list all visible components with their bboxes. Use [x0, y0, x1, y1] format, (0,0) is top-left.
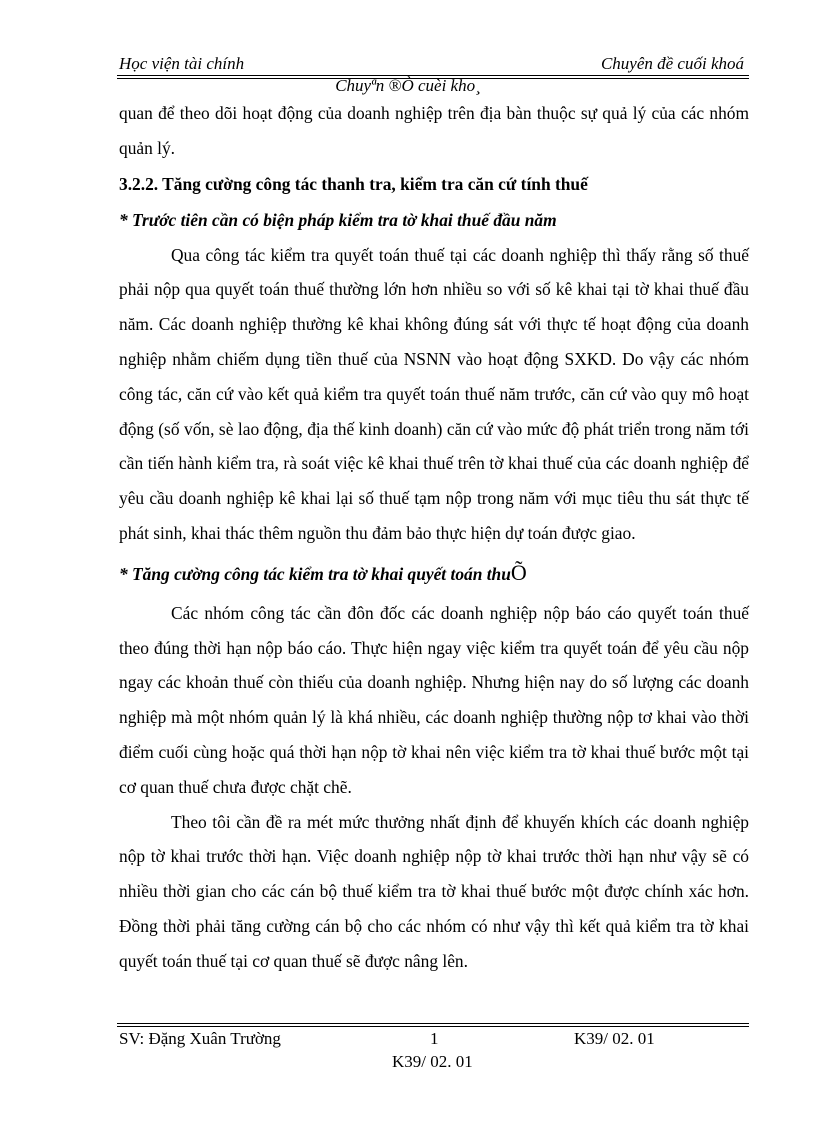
paragraph-intro: quan để theo dõi hoạt động của doanh nghiệp trên địa bàn thuộc sự quả lý của các nhóm quản lý.: [119, 103, 749, 158]
subheading-text: * Tăng cường công tác kiểm tra tờ khai quyết toán thu: [119, 563, 511, 584]
footer-class-sub: K39/ 02. 01: [392, 1052, 473, 1071]
page-body: [119, 96, 749, 979]
header-title: Chuyên đề cuối khoá: [600, 54, 744, 73]
footer-rule: [117, 1023, 749, 1024]
footer-student: SV: Đặng Xuân Trường: [119, 1029, 281, 1048]
section-heading: 3.2.2. Tăng cường công tác thanh tra, kiểm tra căn cứ tính thuế: [119, 173, 588, 194]
header-school: Học viện tài chính: [119, 54, 245, 73]
subheading-settlement-check: [119, 555, 749, 592]
subheading-garbled-tail: Õ: [510, 559, 527, 585]
footer-class: K39/ 02. 01: [574, 1029, 655, 1048]
paragraph-settlement: Các nhóm công tác cần đôn đốc các doanh nghiệp nộp báo cáo quyết toán thuế theo đúng thời hạn nộp báo cáo. Thực hiện ngay việc kiểm tra quyết toán để yêu cầu nộp ngay các khoản thuế còn thiếu của doanh nghiệp. Nhưng hiện nay do số lượng các doanh nghiệp mà một nhóm quản lý là khá nhiều, các doanh nghiệp thường nộp tơ khai vào thời điểm cuối cùng hoặc quá thời hạn nộp tờ khai nên việc kiểm tra tờ khai thuế bước một tại cơ quan thuế chưa được chặt chẽ.: [119, 602, 749, 797]
header-garbled-title: Chuyªn ®Ò cuèi kho¸: [335, 76, 481, 95]
subheading-tax-declaration: * Trước tiên cần có biện pháp kiểm tra tờ khai thuế đầu năm: [119, 209, 557, 230]
page-number: 1: [430, 1029, 439, 1048]
paragraph-reward: Theo tôi cần đề ra mét mức thưởng nhất định để khuyến khích các doanh nghiệp nộp tờ khai trước thời hạn. Việc doanh nghiệp nộp tờ khai trước thời hạn như vậy sẽ có nhiều thời gian cho các cán bộ thuế kiểm tra tờ khai thuế bước một được chính xác hơn. Đồng thời phải tăng cường cán bộ cho các nhóm có như vậy thì kết quả kiểm tra tờ khai quyết toán thuế tại cơ quan thuế sẽ được nâng lên.: [119, 811, 749, 971]
footer-rule-thick: [117, 1026, 749, 1027]
paragraph-tax-declaration: Qua công tác kiểm tra quyết toán thuế tại các doanh nghiệp thì thấy rằng số thuế phải nộp qua quyết toán thuế thường lớn hơn nhiều so với số kê khai tại tờ khai thuế đầu năm. Các doanh nghiệp thường kê khai không đúng sát với thực tế hoạt động của doanh nghiệp nhằm chiếm dụng tiền thuế của NSNN vào hoạt động SXKD. Do vậy các nhóm công tác, căn cứ vào kết quả kiểm tra quyết toán thuế năm trước, căn cứ vào quy mô hoạt động (số vốn, sè lao động, địa thế kinh doanh) căn cứ vào mức độ phát triển trong năm tới cần tiến hành kiểm tra, rà soát việc kê khai thuế trên tờ khai thuế của các doanh nghiệp để yêu cầu doanh nghiệp kê khai lại số thuế tạm nộp trong năm với mục tiêu thu sát thực tế phát sinh, khai thác thêm nguồn thu đảm bảo thực hiện dự toán được giao.: [119, 244, 749, 543]
